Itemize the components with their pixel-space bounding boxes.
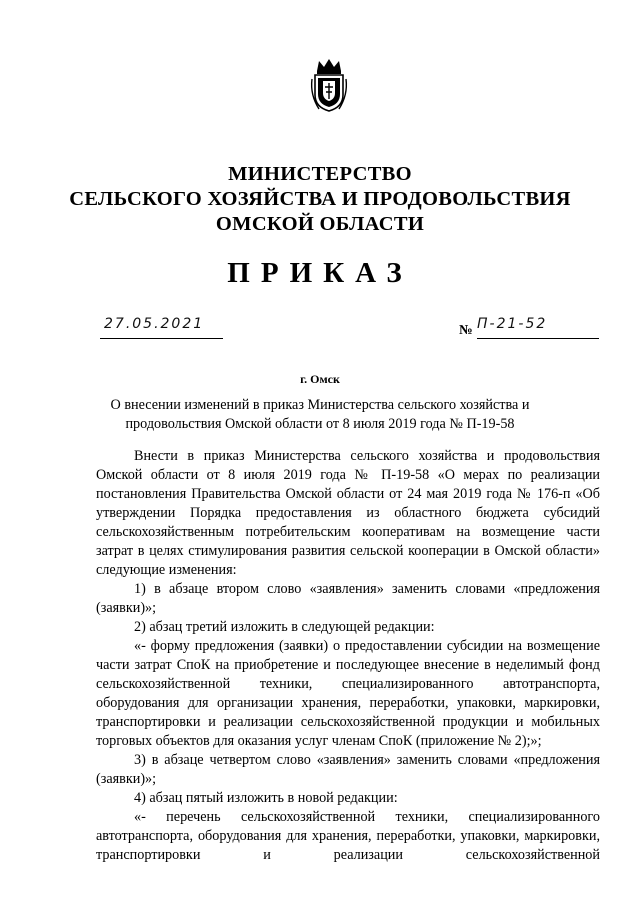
date-underline <box>100 338 223 339</box>
body-paragraph-item-1: 1) в абзаце втором слово «заявления» заменить словами «предложения (заявки)»; <box>96 581 600 616</box>
omsk-coat-of-arms-icon <box>309 57 349 113</box>
order-subject <box>0 396 640 434</box>
body-paragraph-intro: Внести в приказ Министерства сельского хозяйства и продовольствия Омской области от 8 июля 2019 года № П-19-58 «О мерах по реализации постановления Правительства Омской области от 24 мая 2019 года № 176-п «Об утверждении Порядка предоставления из областного бюджета субсидий сельскохозяйственным потребительским кооперативам на возмещение части затрат в целях стимулирования развития сельской кооперации в Омской области» следующие изменения: <box>96 448 600 578</box>
order-date: 27.05.2021 <box>104 316 205 332</box>
body-paragraph-item-4: 4) абзац пятый изложить в новой редакции: <box>134 790 398 806</box>
order-body <box>96 447 600 865</box>
order-number: П-21-52 <box>477 316 548 332</box>
ministry-name-line-1: МИНИСТЕРСТВО <box>228 163 412 185</box>
body-paragraph-item-2-text: «- форму предложения (заявки) о предоставлении субсидии на возмещение части затрат СпоК на приобретение и последующее внесение в неделимый фонд сельскохозяйственной техники, специализированного автотранспорта, оборудования для организации хранения, переработки, упаковки, маркировки, транспортировки и реализации сельскохозяйственной продукции и мобильных торговых объектов для оказания услуг членам СпоК (приложение № 2);»; <box>96 638 600 749</box>
ministry-name-line-2: СЕЛЬСКОГО ХОЗЯЙСТВА И ПРОДОВОЛЬСТВИЯ <box>69 188 571 210</box>
body-paragraph-item-2: 2) абзац третий изложить в следующей редакции: <box>134 619 435 635</box>
ministry-name-line-3: ОМСКОЙ ОБЛАСТИ <box>215 213 425 235</box>
number-underline <box>477 338 599 339</box>
body-paragraph-item-3: 3) в абзаце четвертом слово «заявления» заменить словами «предложения (заявки)»; <box>96 752 600 787</box>
subject-line-1: О внесении изменений в приказ Министерства сельского хозяйства и <box>110 397 530 413</box>
body-paragraph-item-4-text: «- перечень сельскохозяйственной техники, специализированного автотранспорта, оборудования для хранения, переработки, упаковки, маркировки, транспортировки и реализации сельскохозяйственной <box>96 809 600 863</box>
city-label: г. Омск <box>300 372 340 386</box>
order-number-label: № <box>459 322 473 337</box>
document-type-title: ПРИКАЗ <box>227 257 413 289</box>
subject-line-2: продовольствия Омской области от 8 июля 2019 года № П-19-58 <box>125 416 515 432</box>
